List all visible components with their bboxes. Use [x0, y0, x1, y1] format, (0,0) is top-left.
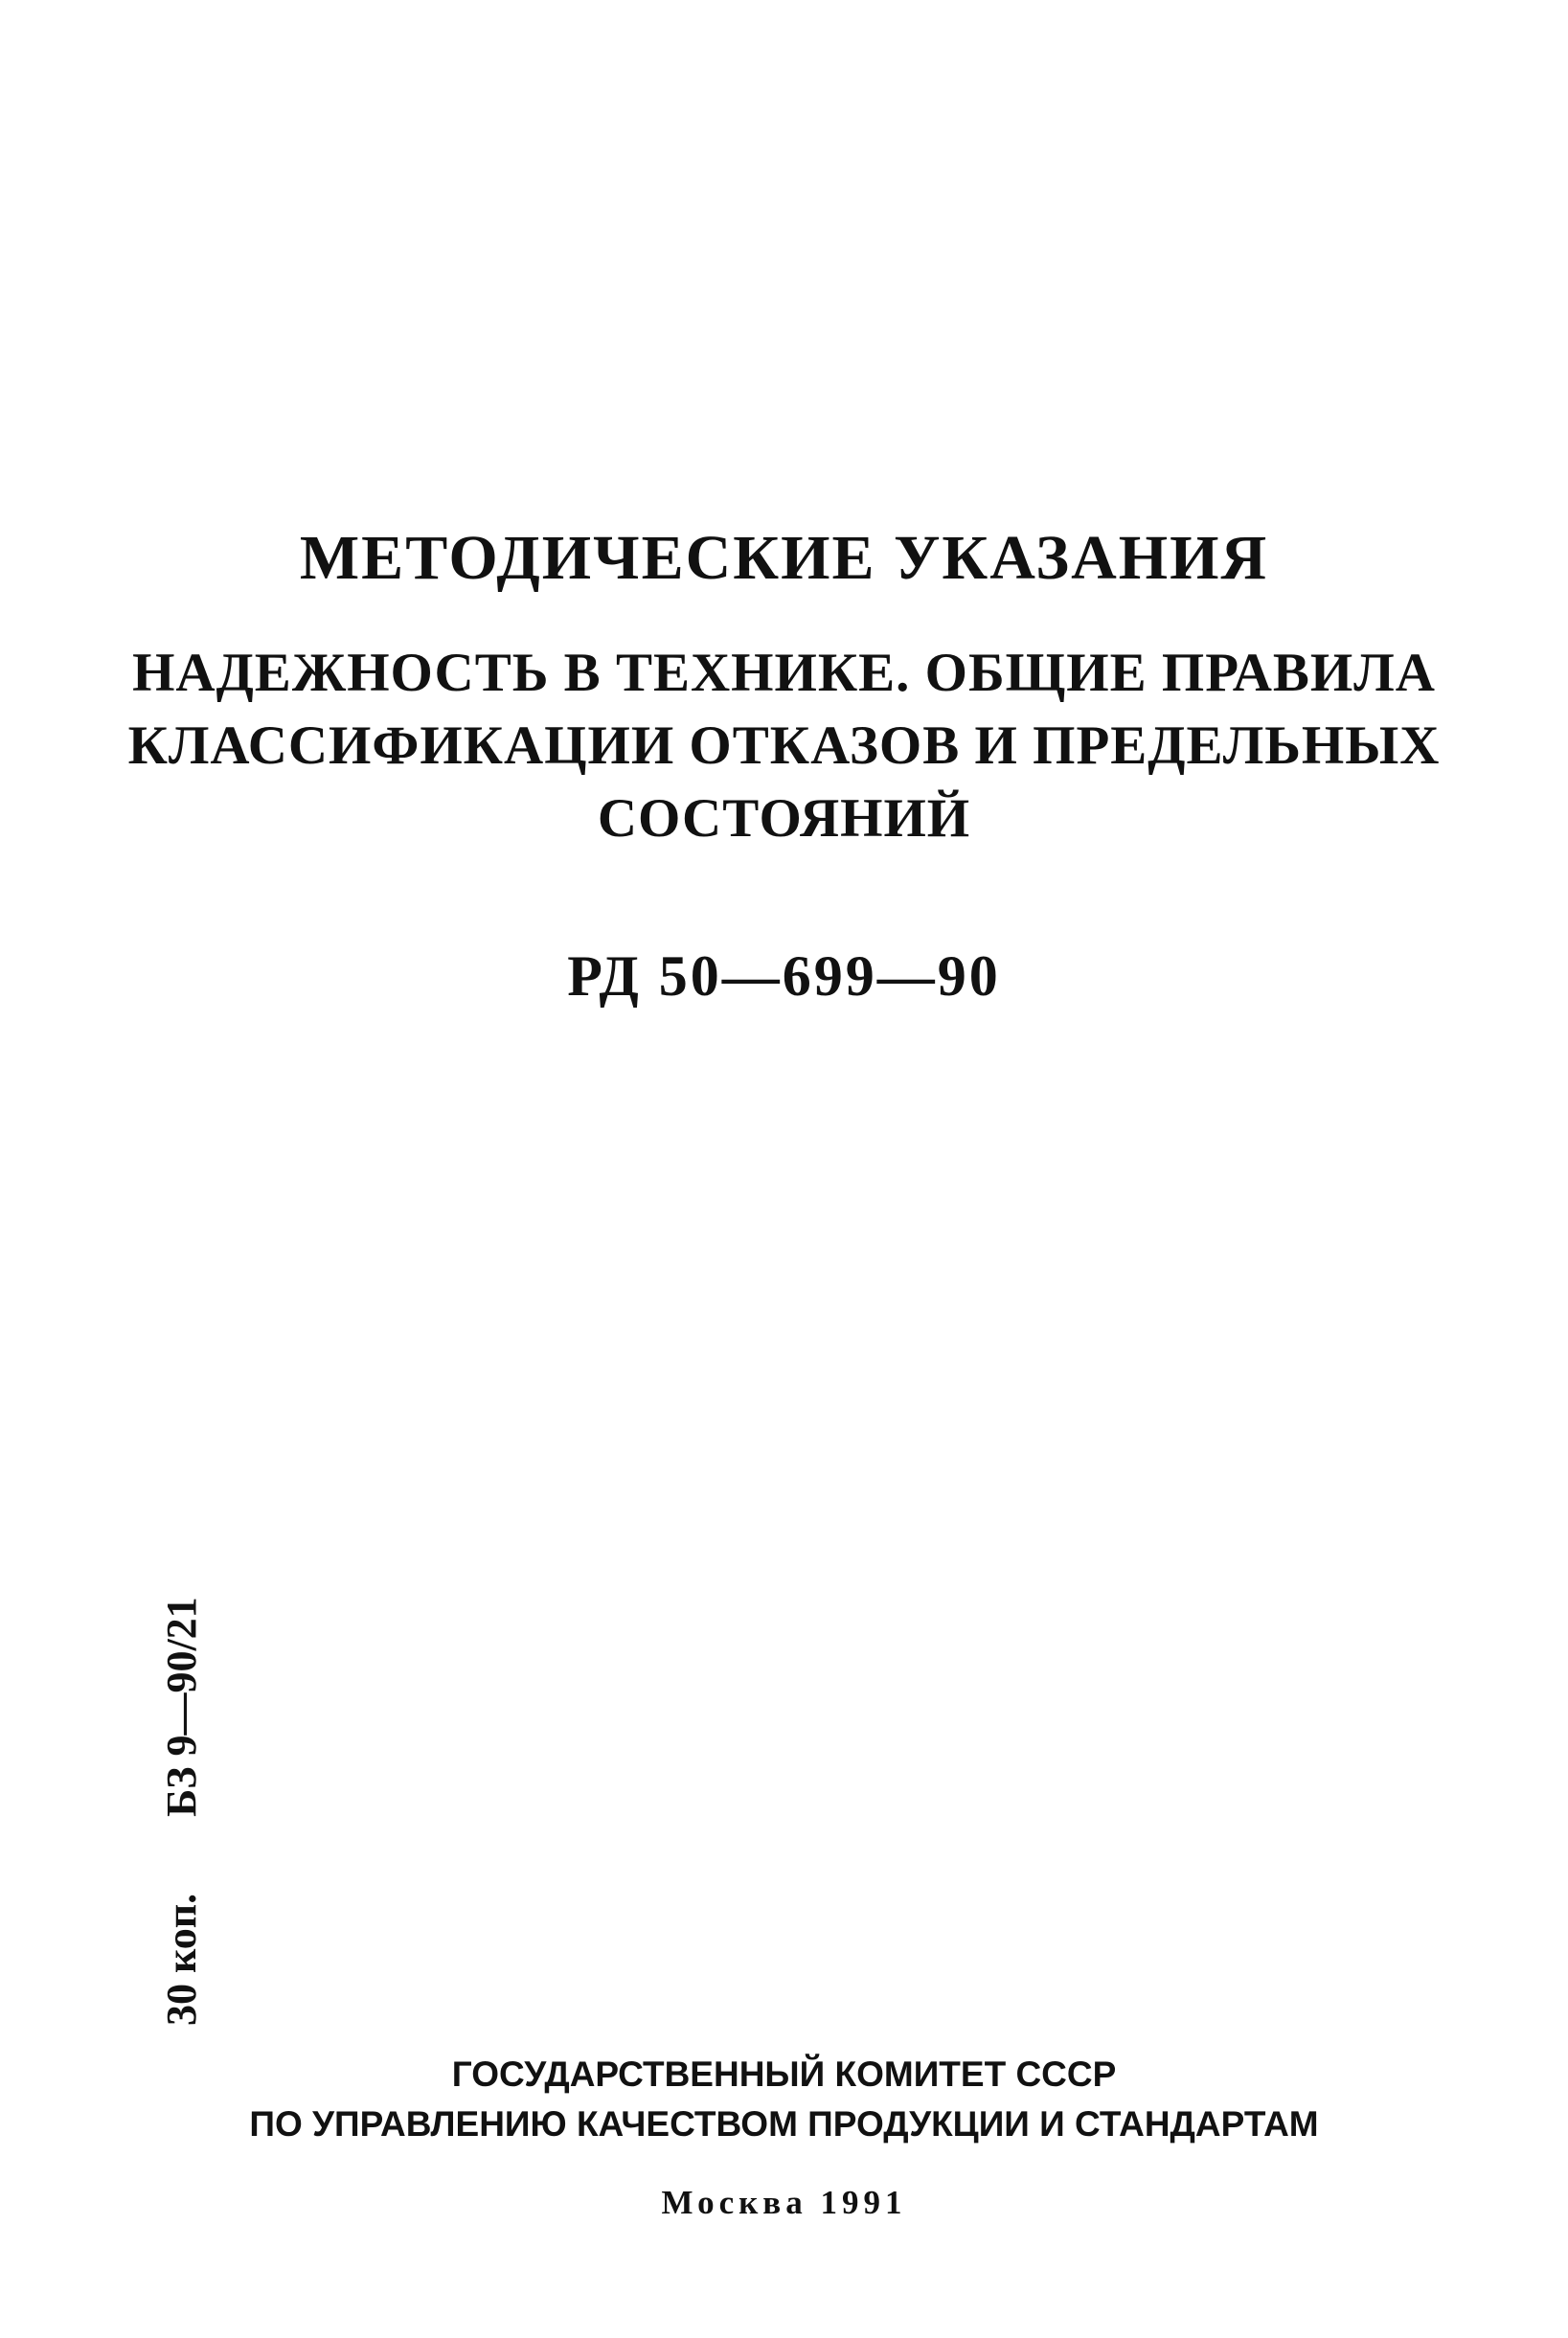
publisher-line-2: ПО УПРАВЛЕНИЮ КАЧЕСТВОМ ПРОДУКЦИИ И СТАНДАРТАМ — [249, 2104, 1319, 2144]
publisher-block — [0, 2050, 1568, 2149]
city-year: Москва 1991 — [661, 2184, 907, 2221]
document-subtitle — [0, 637, 1568, 855]
subtitle-line-1: НАДЕЖНОСТЬ В ТЕХНИКЕ. ОБЩИЕ ПРАВИЛА — [132, 643, 1436, 703]
subtitle-line-2: КЛАССИФИКАЦИИ ОТКАЗОВ И ПРЕДЕЛЬНЫХ — [127, 715, 1441, 776]
publisher-line-1: ГОСУДАРСТВЕННЫЙ КОМИТЕТ СССР — [451, 2054, 1117, 2094]
price-label: 30 коп. — [158, 1893, 205, 2026]
subtitle-line-3: СОСТОЯНИЙ — [597, 788, 971, 849]
document-number: РД 50—699—90 — [567, 944, 1001, 1008]
margin-price-note — [157, 1597, 206, 2026]
catalog-code: БЗ 9—90/21 — [158, 1597, 205, 1817]
document-type-heading: МЕТОДИЧЕСКИЕ УКАЗАНИЯ — [299, 523, 1269, 593]
